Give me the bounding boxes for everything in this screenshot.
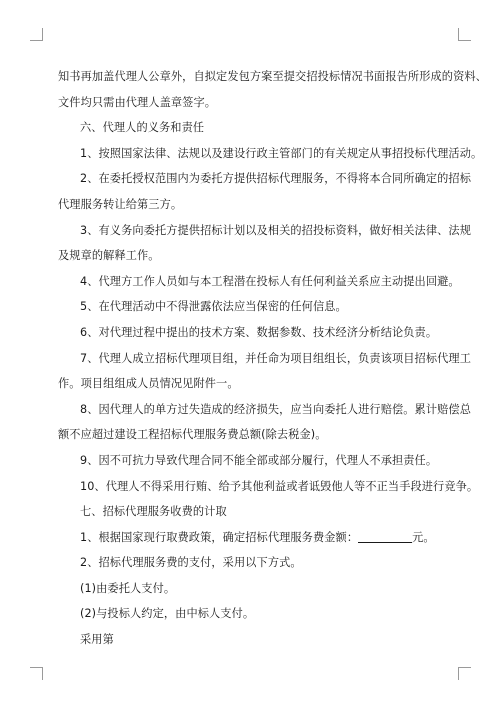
section-heading [58, 499, 446, 525]
text-line [58, 269, 460, 295]
line-text: 采用第 [80, 633, 114, 647]
line-text: 作。项目组组成人员情况见附件一。 [58, 377, 239, 391]
line-text: (2)与投标人约定，由中标人支付。 [80, 607, 255, 621]
line-text: 3、有义务向委托方提供招标计划以及相关的招投标资料，做好相关法律、法规 [80, 223, 471, 237]
line-text: 六、代理人的义务和责任 [80, 121, 205, 135]
crop-mark-top-left [30, 28, 43, 41]
text-line [58, 397, 471, 423]
text-line [58, 422, 446, 448]
line-suffix: 元。 [412, 530, 435, 544]
fill-in-blank [358, 530, 412, 543]
line-text: 代理服务转让给第三方。 [58, 197, 183, 211]
text-line [58, 550, 446, 576]
line-text: 七、招标代理服务收费的计取 [80, 505, 227, 519]
line-text: 知书再加盖代理人公章外，自拟定发包方案至提交招投标情况书面报告所形成的资料、 [58, 70, 487, 83]
document-body [58, 64, 487, 653]
text-line [58, 601, 446, 627]
text-line [58, 243, 446, 269]
line-text: (1)由委托人支付。 [80, 581, 176, 595]
line-text: 8、因代理人的单方过失造成的经济损失，应当向委托人进行赔偿。累计赔偿总 [80, 402, 471, 416]
text-line [58, 627, 446, 653]
text-line [58, 218, 471, 244]
text-line [58, 371, 446, 397]
line-text: 1、根据国家现行取费政策，确定招标代理服务费金额： [80, 530, 359, 544]
text-line [58, 192, 446, 218]
text-line [58, 474, 479, 500]
text-line [58, 448, 446, 474]
line-text: 文件均只需由代理人盖章签字。 [58, 95, 217, 109]
line-text: 额不应超过建设工程招标代理服务费总额(除去税金)。 [58, 428, 327, 442]
crop-mark-top-right [458, 28, 471, 41]
line-text: 7、代理人成立招标代理项目组，并任命为项目组组长，负责该项目招标代理工 [80, 351, 471, 365]
line-text: 1、按照国家法律、法规以及建设行政主管部门的有关规定从事招投标代理活动。 [80, 146, 483, 160]
line-text: 6、对代理过程中提出的技术方案、数据参数、技术经济分析结论负责。 [80, 325, 438, 339]
line-text: 9、因不可抗力导致代理合同不能全部或部分履行，代理人不承担责任。 [80, 453, 438, 467]
text-line [58, 166, 471, 192]
text-line [58, 294, 446, 320]
line-text: 5、在代理活动中不得泄露依法应当保密的任何信息。 [80, 300, 347, 314]
text-line [58, 141, 483, 167]
text-line [58, 64, 487, 90]
text-line [58, 90, 446, 116]
text-line [58, 525, 446, 551]
text-line [58, 576, 446, 602]
line-text: 10、代理人不得采用行贿、给予其他利益或者诋毁他人等不正当手段进行竞争。 [80, 479, 479, 493]
text-line [58, 320, 446, 346]
text-line [58, 346, 471, 372]
section-heading [58, 115, 446, 141]
line-text: 4、代理方工作人员如与本工程潜在投标人有任何利益关系应主动提出回避。 [80, 274, 460, 288]
line-text: 及规章的解释工作。 [58, 249, 160, 263]
line-text: 2、在委托授权范围内为委托方提供招标代理服务，不得将本合同所确定的招标 [80, 172, 471, 186]
line-text: 2、招标代理服务费的支付，采用以下方式。 [80, 556, 302, 570]
crop-mark-bottom-left [30, 667, 43, 680]
crop-mark-bottom-right [458, 667, 471, 680]
